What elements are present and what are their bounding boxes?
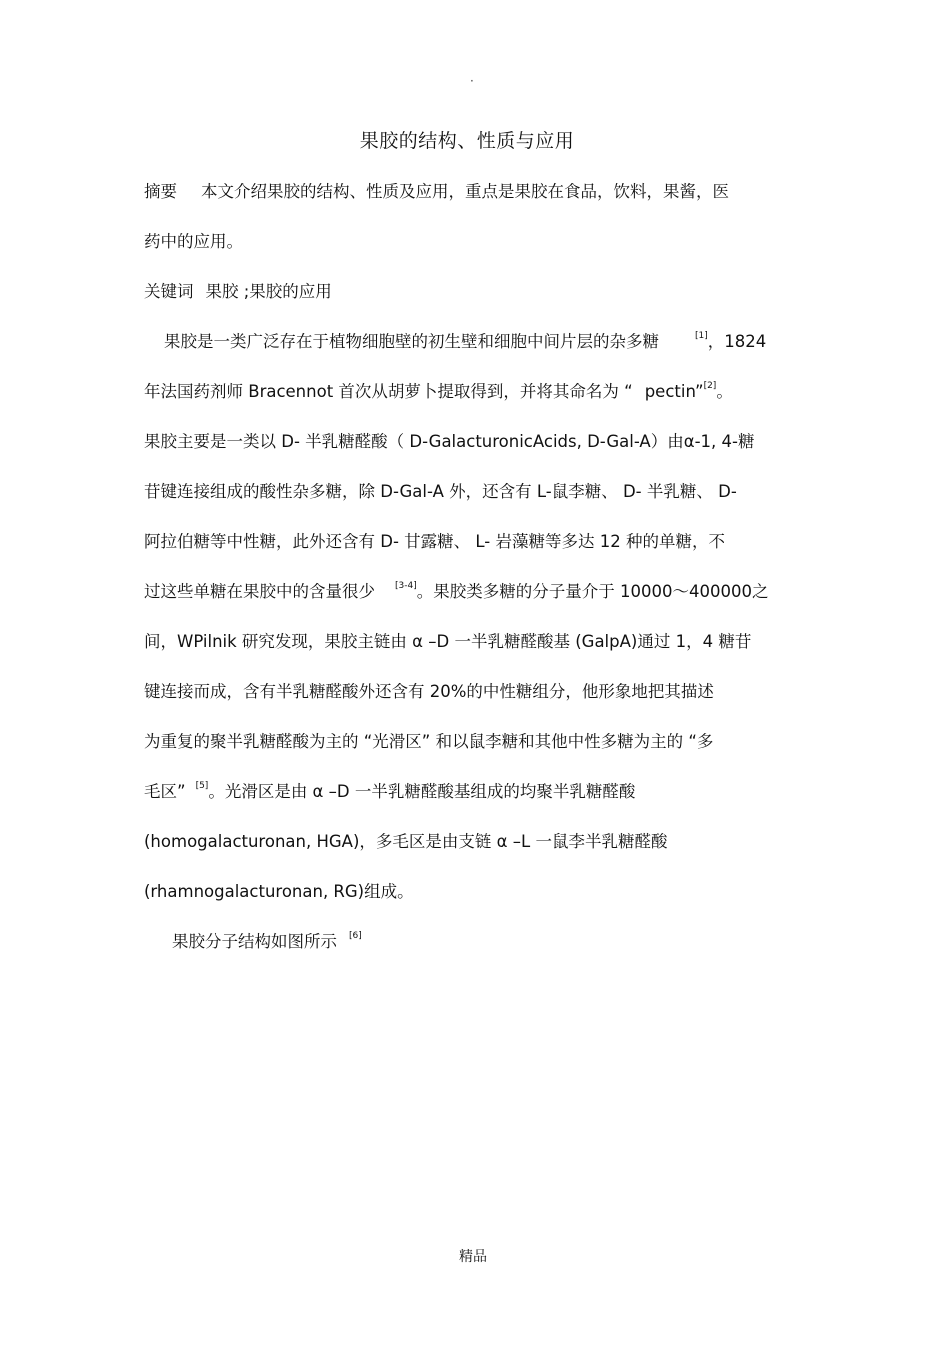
document-title: 果胶的结构、性质与应用 (359, 130, 575, 152)
citation-6: [6] (349, 931, 362, 941)
header-mark: · (470, 74, 474, 88)
body-line-12: (rhamnogalacturonan, RG)组成。 (144, 882, 414, 901)
body-text: 。果胶类多糖的分子量介于 10000～400000之 (416, 582, 769, 601)
body-line-2 (144, 380, 733, 404)
citation-3-4: [3-4] (395, 581, 417, 591)
body-text: 果胶分子结构如图所示 (172, 932, 337, 951)
body-line-11: (homogalacturonan, HGA)，多毛区是由支链 α –L 一鼠李半乳糖醛酸 (144, 832, 668, 851)
keywords-text: 果胶 ;果胶的应用 (205, 282, 332, 301)
citation-5: [5] (195, 781, 209, 791)
body-line-13 (172, 930, 362, 954)
body-text: 毛区” (144, 782, 186, 801)
keywords-line (144, 280, 332, 304)
body-line-4: 苷键连接组成的酸性杂多糖，除 D-Gal-A 外，还含有 L-鼠李糖、 D- 半乳糖、 D- (144, 482, 737, 501)
body-line-9: 为重复的聚半乳糖醛酸为主的 “光滑区” 和以鼠李糖和其他中性多糖为主的 “多 (144, 732, 714, 751)
citation-2: [2] (703, 381, 717, 391)
body-text: 果胶是一类广泛存在于植物细胞壁的初生壁和细胞中间片层的杂多糖 (164, 332, 659, 351)
abstract-line-2: 药中的应用。 (144, 232, 243, 251)
abstract-text-1: 本文介绍果胶的结构、性质及应用，重点是果胶在食品，饮料，果酱，医 (201, 182, 729, 201)
body-line-3: 果胶主要是一类以 D- 半乳糖醛酸（ D-GalacturonicAcids, D-Gal-A）由α-1, 4-糖 (144, 432, 755, 451)
body-text: pectin” (644, 382, 704, 401)
body-line-6 (144, 580, 768, 604)
keywords-label: 关键词 (144, 282, 194, 301)
body-text: 年法国药剂师 Bracennot 首次从胡萝卜提取得到，并将其命名为 “ (144, 382, 633, 401)
body-line-8: 键连接而成，含有半乳糖醛酸外还含有 20%的中性糖组分，他形象地把其描述 (144, 682, 714, 701)
body-line-7: 间，WPilnik 研究发现，果胶主链由 α –D 一半乳糖醛酸基 (GalpA)通过 1，4 糖苷 (144, 632, 752, 651)
citation-1: [1] (695, 331, 708, 341)
body-text: ，1824 (707, 332, 767, 351)
abstract-line-1 (144, 180, 729, 204)
abstract-label: 摘要 (144, 182, 177, 201)
body-text: 过这些单糖在果胶中的含量很少 (144, 582, 375, 601)
body-line-10 (144, 780, 635, 804)
body-line-1 (164, 330, 766, 354)
body-line-5: 阿拉伯糖等中性糖，此外还含有 D- 甘露糖、 L- 岩藻糖等多达 12 种的单糖，不 (144, 532, 725, 551)
body-text: 。光滑区是由 α –D 一半乳糖醛酸基组成的均聚半乳糖醛酸 (208, 782, 636, 801)
body-text: 。 (716, 382, 733, 401)
page-footer: 精品 (459, 1249, 487, 1265)
